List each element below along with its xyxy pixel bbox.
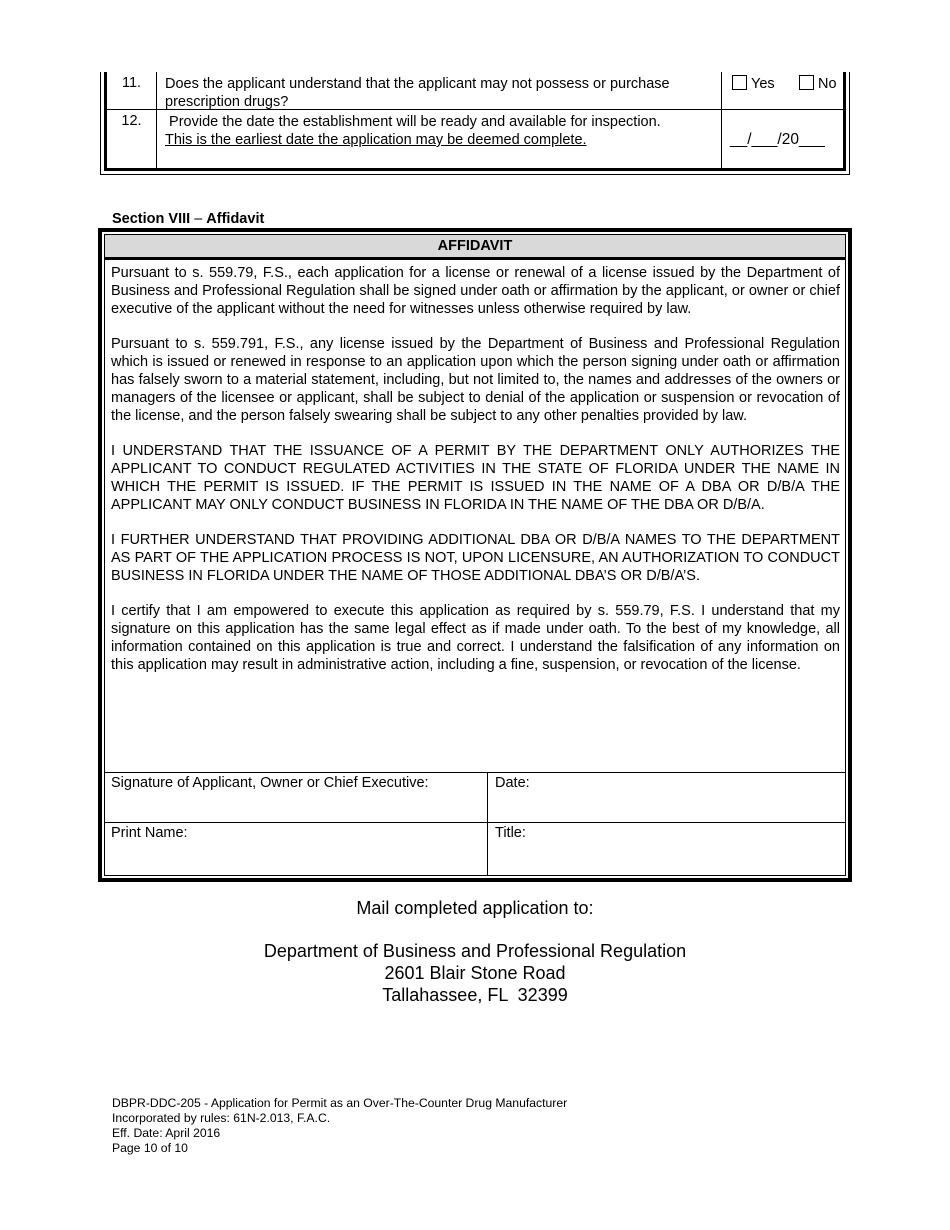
- mailing-address-line-2: 2601 Blair Stone Road: [384, 963, 566, 983]
- date-field[interactable]: [489, 773, 845, 822]
- title-label: Title:: [495, 825, 526, 841]
- page-footer: [112, 1096, 567, 1156]
- no-option[interactable]: [799, 75, 837, 92]
- affidavit-heading: AFFIDAVIT: [105, 235, 845, 260]
- question-answer-cell: [721, 72, 843, 109]
- questions-table-frame: [104, 72, 846, 171]
- section-number: Section VIII: [112, 211, 191, 227]
- signature-field[interactable]: [105, 773, 488, 822]
- mailing-address-line-1: Department of Business and Professional Regulation: [263, 941, 687, 961]
- affidavit-paragraph: I UNDERSTAND THAT THE ISSUANCE OF A PERMIT BY THE DEPARTMENT ONLY AUTHORIZES THE APPLICANT TO CONDUCT REGULATED ACTIVITIES IN THE STATE OF FLORIDA UNDER THE NAME IN WHICH THE PERMIT IS ISSUED. IF THE PERMIT IS ISSUED IN THE NAME OF A DBA OR D/B/A THE APPLICANT MAY ONLY CONDUCT BUSINESS IN FLORIDA IN THE NAME OF THE DBA OR D/B/A.: [111, 443, 840, 513]
- date-label: Date:: [495, 775, 530, 791]
- question-text: [165, 113, 720, 149]
- section-dash: –: [190, 211, 207, 227]
- rule-reference: Incorporated by rules: 61N-2.013, F.A.C.: [112, 1111, 331, 1125]
- affidavit-paragraph: I FURTHER UNDERSTAND THAT PROVIDING ADDITIONAL DBA OR D/B/A NAMES TO THE DEPARTMENT AS PART OF THE APPLICATION PROCESS IS NOT, UPON LICENSURE, AN AUTHORIZATION TO CONDUCT BUSINESS IN FLORIDA UNDER THE NAME OF THOSE ADDITIONAL DBA’S OR D/B/A’S.: [111, 532, 840, 584]
- date-prefix: __/___/20: [730, 131, 799, 148]
- name-row: [105, 823, 845, 875]
- title-field[interactable]: [489, 823, 845, 875]
- affidavit-body: [111, 264, 840, 691]
- signature-row: [105, 773, 845, 823]
- no-checkbox[interactable]: [799, 75, 814, 90]
- question-number: 12.: [107, 110, 157, 168]
- affidavit-paragraph: Pursuant to s. 559.791, F.S., any license issued by the Department of Business and Professional Regulation which is issued or renewed in response to an application upon which the person signing under oath or affirmation has falsely sworn to a material statement, including, but not limited to, the names and addresses of the owners or managers of the licensee or applicant, shall be subject to denial of the application or suspension or revocation of the license, and the person falsely swearing shall be subject to any other penalties provided by law.: [111, 336, 840, 424]
- inspection-date-cell: [721, 110, 843, 168]
- yes-option[interactable]: [732, 75, 775, 92]
- date-suffix: ___: [798, 131, 825, 148]
- section-subtitle: Affidavit: [206, 211, 265, 227]
- mailing-address-line-3: Tallahassee, FL 32399: [382, 985, 568, 1005]
- affidavit-paragraph: I certify that I am empowered to execute this application as required by s. 559.79, F.S. I understand that my signature on this application has the same legal effect as if made under oath. To the best of my knowledge, all information contained on this application is true and correct. I understand the falsification of any information on this application may result in administrative action, including a fine, suspension, or revocation of the license.: [111, 603, 840, 673]
- form-id: DBPR-DDC-205 - Application for Permit as an Over-The-Counter Drug Manufacturer: [112, 1096, 568, 1110]
- affidavit-paragraph: Pursuant to s. 559.79, F.S., each application for a license or renewal of a license issued by the Department of Business and Professional Regulation shall be signed under oath or affirmation by the applicant, or owner or chief executive of the applicant without the need for witnesses unless otherwise required by law.: [111, 265, 840, 317]
- page-number: Page 10 of 10: [112, 1141, 188, 1155]
- yes-checkbox[interactable]: [732, 75, 747, 90]
- question-number: 11.: [107, 72, 157, 109]
- inspection-date-field[interactable]: [730, 131, 825, 149]
- question-row-12: [107, 110, 843, 168]
- affidavit-inner-frame: [104, 234, 846, 876]
- affidavit-box: [98, 228, 852, 882]
- questions-table: [100, 72, 850, 175]
- signature-label: Signature of Applicant, Owner or Chief Executive:: [111, 775, 429, 791]
- yes-label: Yes: [751, 76, 775, 92]
- no-label: No: [818, 76, 837, 92]
- print-name-field[interactable]: [105, 823, 488, 875]
- effective-date: Eff. Date: April 2016: [112, 1126, 221, 1140]
- question-text: Does the applicant understand that the applicant may not possess or purchase prescription drugs?: [165, 76, 670, 110]
- question-text-line: Provide the date the establishment will be ready and available for inspection.: [165, 114, 661, 130]
- print-name-label: Print Name:: [111, 825, 188, 841]
- mailing-intro: Mail completed application to:: [356, 898, 594, 918]
- section-title: [112, 211, 264, 227]
- signature-grid: [105, 772, 845, 875]
- question-text-note: This is the earliest date the application may be deemed complete.: [165, 132, 587, 148]
- question-row-11: [107, 72, 843, 110]
